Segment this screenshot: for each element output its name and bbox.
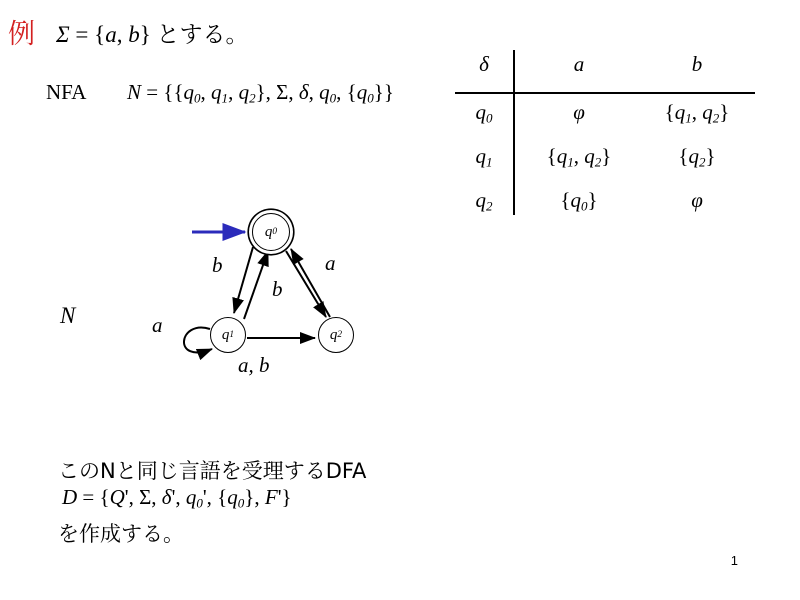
table-cell-q1-b: $\{q_2\}$ xyxy=(678,144,716,170)
nfa-definition: $N = \{\{q_0$, $q_1$, $q_2$}, Σ, δ, $q_0$, $\{q_0\}$} xyxy=(127,80,394,106)
transition-table xyxy=(455,48,785,228)
footer-line-1: このNと同じ言語を受理するDFA xyxy=(58,459,367,483)
edge-q0-q2 xyxy=(286,251,326,317)
edge-q1-self-loop xyxy=(184,328,212,353)
edge-label-a-right: a xyxy=(325,251,336,275)
page-number: 1 xyxy=(730,553,738,568)
sigma-definition: Σ = {a, b} とする。 xyxy=(56,21,249,47)
table-vertical-divider xyxy=(513,50,515,215)
automaton-diagram xyxy=(40,205,440,405)
nfa-label: NFA xyxy=(46,80,87,104)
edge-label-b-middle: b xyxy=(272,277,283,301)
table-cell-q0-b: {$q_1$, $q_2$} xyxy=(664,100,730,126)
table-cell-q0-a: φ xyxy=(573,100,585,124)
table-header-delta: δ xyxy=(479,52,489,76)
state-q0: q 0 xyxy=(252,213,290,251)
footer-line-2: D = {Q', Σ, δ', $q_0'$, $\{q_0\}$, F'} xyxy=(62,485,292,511)
automaton-name-label: N xyxy=(60,303,76,328)
footer-line-3: を作成する。 xyxy=(58,522,184,546)
table-header-a: a xyxy=(573,52,585,76)
table-row: $q_1$ xyxy=(475,144,493,170)
table-cell-q1-a: {$q_1$, $q_2$} xyxy=(546,144,612,170)
table-row: $q_0$ xyxy=(475,100,493,126)
edge-label-ab-bottom: a, b xyxy=(238,353,270,377)
table-row: $q_2$ xyxy=(475,188,493,214)
table-cell-q2-a: $\{q_0\}$ xyxy=(560,188,598,214)
page-title: 例 xyxy=(8,19,35,50)
table-header-b: b xyxy=(691,52,703,76)
state-q1: q 1 xyxy=(210,317,246,353)
state-q2: q 2 xyxy=(318,317,354,353)
edge-q1-q0 xyxy=(244,251,268,319)
edge-label-a-self: a xyxy=(152,313,163,337)
table-cell-q2-b: φ xyxy=(691,188,703,212)
table-horizontal-divider xyxy=(455,92,755,94)
edge-label-b-left: b xyxy=(212,253,223,277)
